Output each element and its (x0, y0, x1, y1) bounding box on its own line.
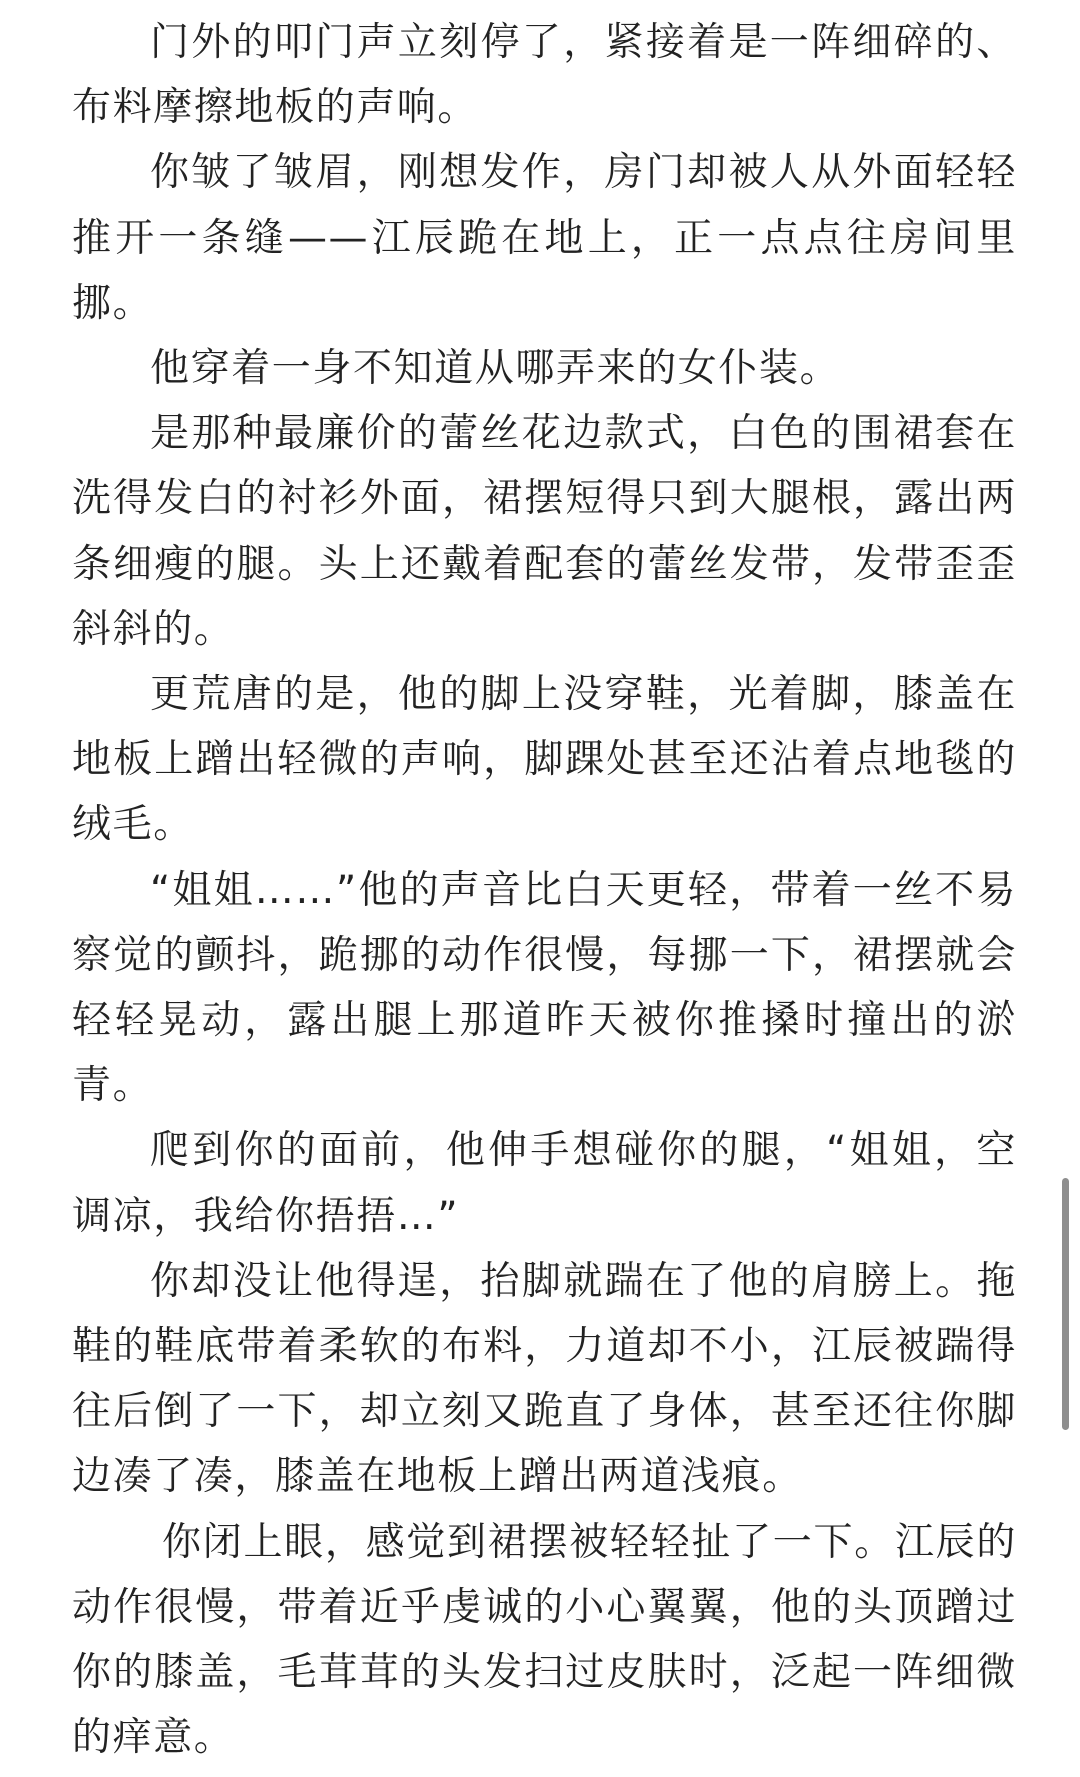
paragraph: 你皱了皱眉，刚想发作，房门却被人从外面轻轻推开一条缝——江辰跪在地上，正一点点往房间里挪。 (72, 150, 1017, 326)
paragraph: 你却没让他得逞，抬脚就踹在了他的肩膀上。拖鞋的鞋底带着柔软的布料，力道却不小，江辰被踹得往后倒了一下，却立刻又跪直了身体，甚至还往你脚边凑了凑，膝盖在地板上蹭出两道浅痕。 (72, 1258, 1017, 1500)
paragraph: 你闭上眼，感觉到裙摆被轻轻扯了一下。江辰的动作很慢，带着近乎虔诚的小心翼翼，他的头顶蹭过你的膝盖，毛茸茸的头发扫过皮肤时，泛起一阵细微的痒意。 (72, 1519, 1017, 1761)
paragraph: “姐姐……”他的声音比白天更轻，带着一丝不易察觉的颤抖，跪挪的动作很慢，每挪一下，裙摆就会轻轻晃动，露出腿上那道昨天被你推搡时撞出的淤青。 (72, 867, 1017, 1109)
paragraph: 爬到你的面前，他伸手想碰你的腿，“姐姐，空调凉，我给你捂捂…” (72, 1128, 1017, 1239)
scrollbar-thumb[interactable] (1062, 1178, 1069, 1430)
paragraph: 更荒唐的是，他的脚上没穿鞋，光着脚，膝盖在地板上蹭出轻微的声响，脚踝处甚至还沾着点地毯的绒毛。 (72, 672, 1017, 848)
paragraph: 是那种最廉价的蕾丝花边款式，白色的围裙套在洗得发白的衬衫外面，裙摆短得只到大腿根，露出两条细瘦的腿。头上还戴着配套的蕾丝发带，发带歪歪斜斜的。 (72, 411, 1017, 652)
paragraph: 他穿着一身不知道从哪弄来的女仆装。 (150, 346, 841, 392)
paragraph: 门外的叩门声立刻停了，紧接着是一阵细碎的、布料摩擦地板的声响。 (72, 20, 1017, 131)
story-text (72, 10, 1017, 1770)
